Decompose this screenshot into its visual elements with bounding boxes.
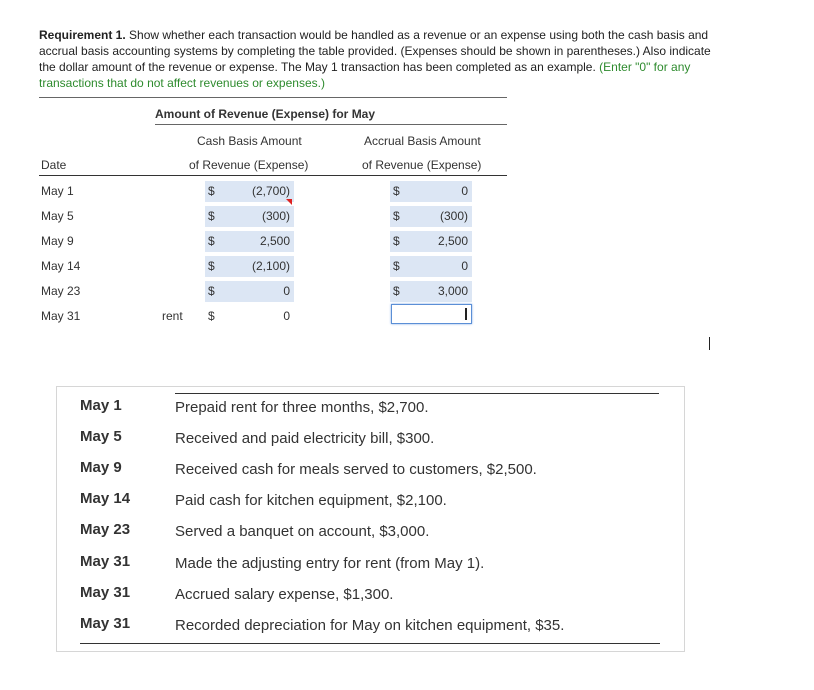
transaction-description: Prepaid rent for three months, $2,700. [175,399,429,416]
row-account-label: rent [162,309,183,323]
cash-amount-field[interactable]: $ 0 [208,309,290,323]
row-date: May 31 [41,309,81,323]
table-main-header: Amount of Revenue (Expense) for May [155,107,376,121]
transactions-panel [56,386,685,652]
transaction-date: May 1 [80,397,122,414]
transaction-date: May 14 [80,490,131,507]
cash-header-line2: of Revenue (Expense) [189,158,309,172]
accrual-amount-field[interactable]: $ 0 [390,256,472,277]
cash-amount-field[interactable]: $ (300) [205,206,294,227]
row-date: May 1 [41,184,74,198]
transaction-date: May 5 [80,428,122,445]
transaction-date: May 9 [80,459,122,476]
row-date: May 9 [41,234,74,248]
requirement-instructions [39,27,719,91]
date-header: Date [41,158,67,172]
cash-header-line1: Cash Basis Amount [197,134,302,148]
error-flag-icon [286,199,292,205]
accrual-amount-input[interactable] [391,304,472,324]
text-cursor [709,337,710,350]
accrual-header-line1: Accrual Basis Amount [364,134,481,148]
transaction-description: Made the adjusting entry for rent (from May 1). [175,555,485,572]
row-date: May 23 [41,284,81,298]
requirement-text: Show whether each transaction would be handled as a revenue or an expense using both the cash basis and accrual basis accounting systems by completing the table provided. (Expenses should be shown in parentheses.) Also indicate the dollar amount of the revenue or expense. The May 1 transaction has been completed as an example. [39,28,711,74]
accrual-amount-field[interactable]: $ (300) [390,206,472,227]
requirement-label: Requirement 1. [39,28,126,42]
transaction-description: Received and paid electricity bill, $300. [175,430,435,447]
cash-amount-field[interactable]: $ (2,700) [205,181,294,202]
row-date: May 14 [41,259,81,273]
cash-amount-field[interactable]: $ (2,100) [205,256,294,277]
cash-amount-field[interactable]: $ 2,500 [205,231,294,252]
text-caret [465,308,467,320]
accrual-amount-field[interactable]: $ 0 [390,181,472,202]
accrual-amount-field[interactable]: $ 3,000 [390,281,472,302]
requirement-hint: (Enter "0" for any transactions that do not affect revenues or expenses.) [39,60,691,90]
transaction-description: Recorded depreciation for May on kitchen equipment, $35. [175,617,565,634]
transaction-description: Received cash for meals served to customers, $2,500. [175,461,537,478]
transaction-description: Served a banquet on account, $3,000. [175,523,430,540]
transaction-date: May 31 [80,553,131,570]
cash-amount-field[interactable]: $ 0 [205,281,294,302]
transaction-description: Paid cash for kitchen equipment, $2,100. [175,492,447,509]
divider [39,97,507,98]
accrual-amount-field[interactable]: $ 2,500 [390,231,472,252]
accrual-header-line2: of Revenue (Expense) [362,158,482,172]
transaction-description: Accrued salary expense, $1,300. [175,586,394,603]
row-date: May 5 [41,209,74,223]
transaction-date: May 31 [80,584,131,601]
transaction-date: May 31 [80,615,131,632]
transaction-date: May 23 [80,521,131,538]
divider [175,393,659,394]
divider [39,175,507,176]
divider [80,643,660,644]
divider [155,124,507,125]
